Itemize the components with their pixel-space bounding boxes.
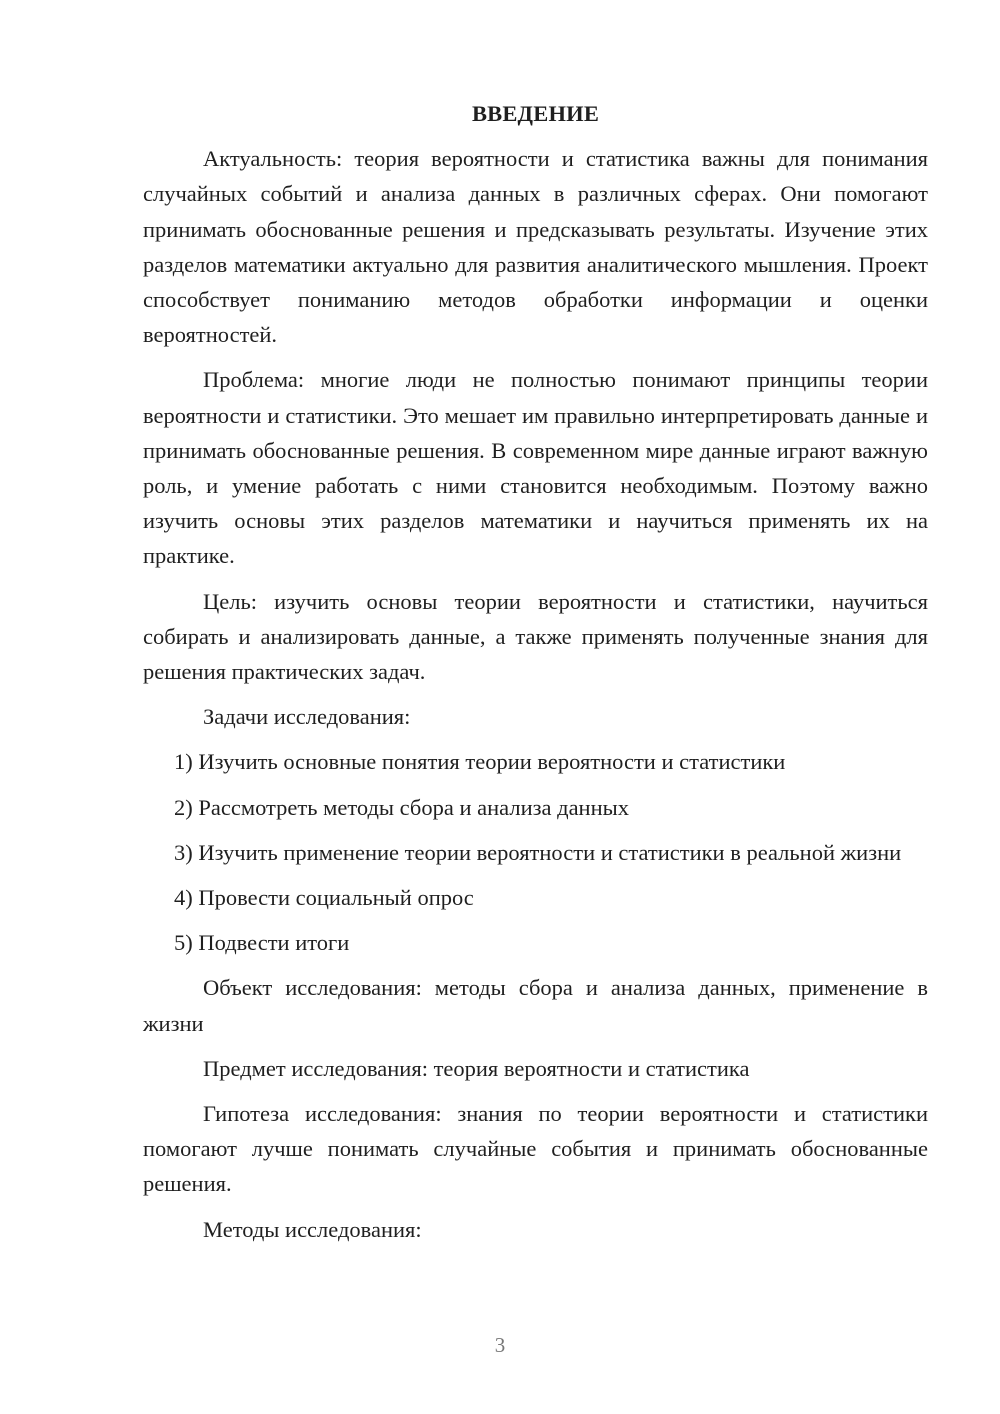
tasks-list xyxy=(143,744,928,960)
task-item: 1) Изучить основные понятия теории вероятности и статистики xyxy=(174,749,786,775)
subject-paragraph: Предмет исследования: теория вероятности и статистика xyxy=(203,1055,750,1081)
task-item: 2) Рассмотреть методы сбора и анализа данных xyxy=(174,794,629,820)
task-item: 3) Изучить применение теории вероятности и статистики в реальной жизни xyxy=(174,839,902,865)
hypothesis-paragraph: Гипотеза исследования: знания по теории вероятности и статистики помогают лучше понимать случайные события и принимать обоснованные решения. xyxy=(143,1101,928,1197)
section-title: ВВЕДЕНИЕ xyxy=(471,101,600,126)
task-item: 4) Провести социальный опрос xyxy=(174,885,474,911)
page-content xyxy=(143,96,928,1257)
task-item: 5) Подвести итоги xyxy=(174,930,350,956)
page-number: 3 xyxy=(494,1333,506,1357)
goal-paragraph: Цель: изучить основы теории вероятности и статистики, научиться собирать и анализировать данные, а также применять полученные знания для решения практических задач. xyxy=(143,588,928,685)
relevance-paragraph: Актуальность: теория вероятности и статистика важны для понимания случайных событий и анализа данных в различных сферах. Они помогают принимать обоснованные решения и предсказывать результаты. Изучение этих разделов математики актуально для развития аналитического мышления. Проект способствует пониманию методов обработки информации и оценки вероятностей. xyxy=(143,146,928,348)
object-paragraph: Объект исследования: методы сбора и анализа данных, применение в жизни xyxy=(143,975,928,1036)
problem-paragraph: Проблема: многие люди не полностью понимают принципы теории вероятности и статистики. Это мешает им правильно интерпретировать данные и принимать обоснованные решения. В современном мире данные играют важную роль, и умение работать с ними становится необходимым. Поэтому важно изучить основы этих разделов математики и научиться применять их на практике. xyxy=(143,367,928,569)
methods-heading: Методы исследования: xyxy=(203,1216,422,1242)
tasks-heading: Задачи исследования: xyxy=(203,704,411,730)
